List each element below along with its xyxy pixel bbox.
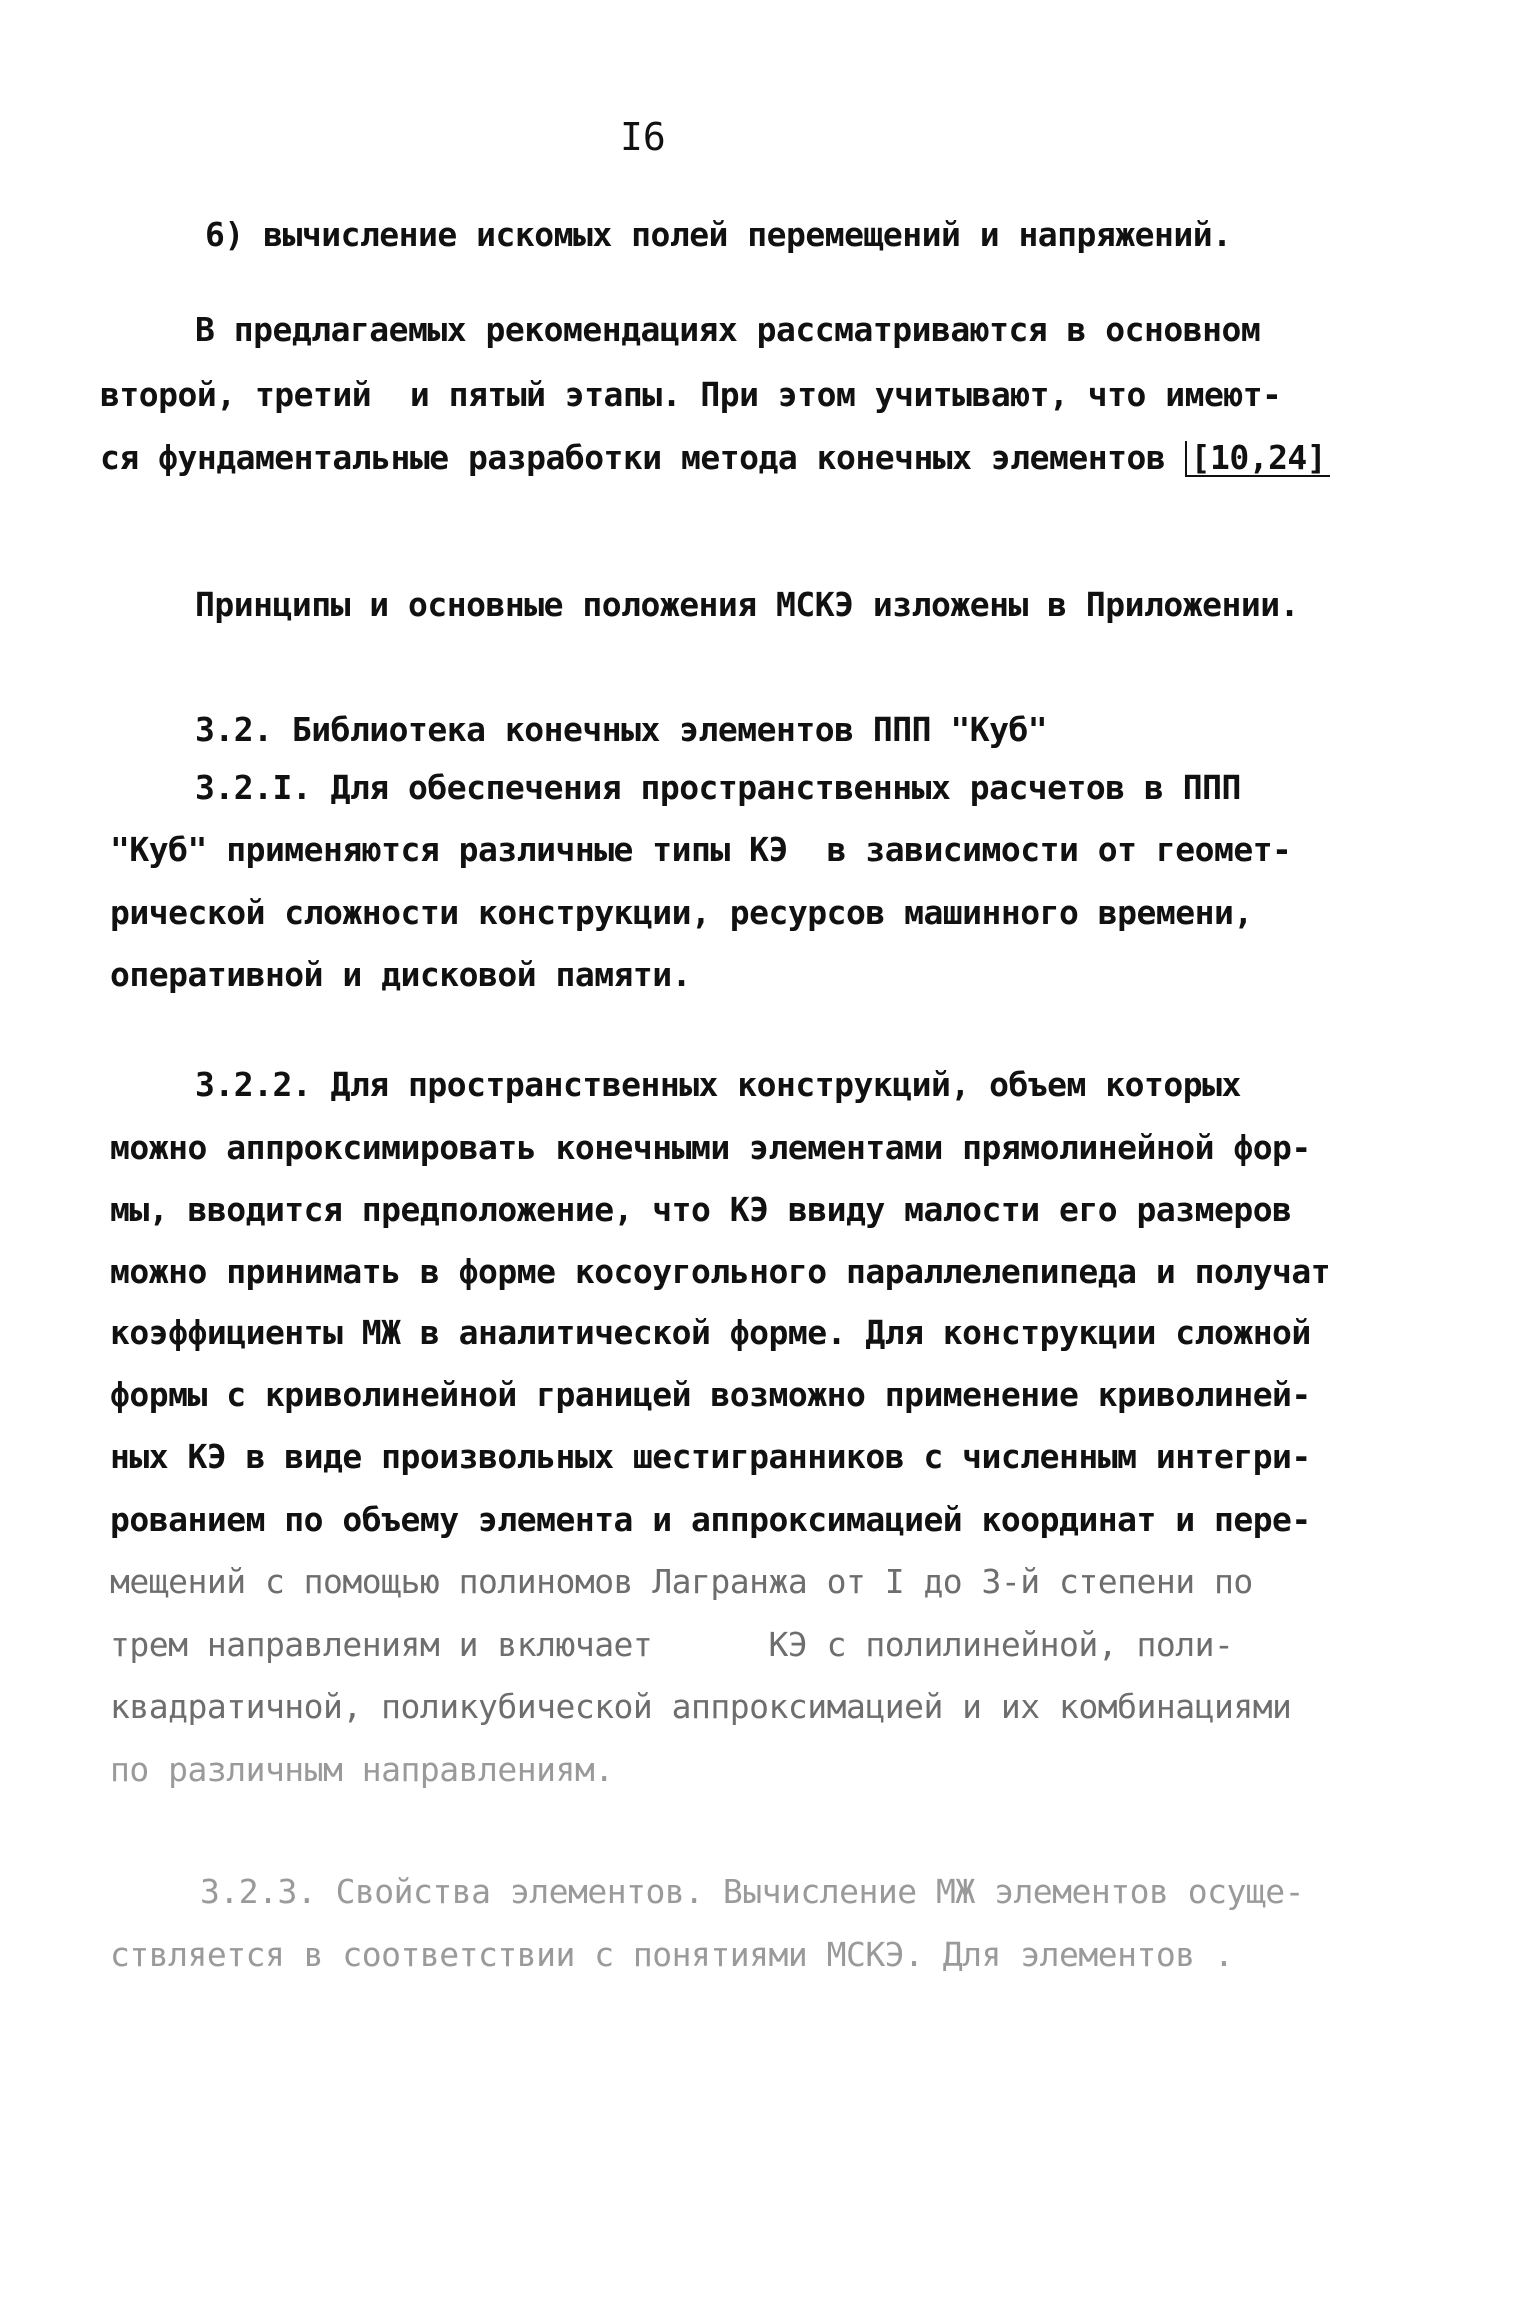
text-line-15: коэффициенты МЖ в аналитической форме. Для конструкции сложной: [110, 1313, 1311, 1352]
text-line-1: 6) вычисление искомых полей перемещений и напряжений.: [205, 215, 1232, 254]
text-line-9: рической сложности конструкции, ресурсов машинного времени,: [110, 893, 1253, 932]
text-line-2: В предлагаемых рекомендациях рассматриваются в основном: [195, 310, 1261, 349]
text-line-10: оперативной и дисковой памяти.: [110, 955, 692, 994]
section-heading-3-2: 3.2. Библиотека конечных элементов ППП "Куб": [195, 710, 1048, 749]
text-line-22: по различным направлениям.: [110, 1750, 614, 1789]
text-line-4: [100, 438, 1330, 478]
text-line-23: 3.2.3. Свойства элементов. Вычисление МЖ элементов осуще-: [200, 1872, 1304, 1911]
citation-bracket: [10,24]: [1185, 441, 1331, 477]
text-line-12: можно аппроксимировать конечными элементами прямолинейной фор-: [110, 1128, 1311, 1167]
text-line-8: "Куб" применяются различные типы КЭ в зависимости от геомет-: [110, 830, 1292, 869]
text-line-5: Принципы и основные положения МСКЭ изложены в Приложении.: [195, 585, 1299, 624]
text-line-4-main: ся фундаментальные разработки метода конечных элементов: [100, 438, 1185, 477]
text-line-18: рованием по объему элемента и аппроксимацией координат и пере-: [110, 1500, 1311, 1539]
text-line-20: трем направлениям и включает КЭ с полилинейной, поли-: [110, 1625, 1234, 1664]
text-line-7: 3.2.I. Для обеспечения пространственных расчетов в ППП: [195, 768, 1241, 807]
text-line-14: можно принимать в форме косоугольного параллелепипеда и получат: [110, 1252, 1331, 1291]
text-line-11: 3.2.2. Для пространственных конструкций, объем которых: [195, 1065, 1241, 1104]
text-line-21: квадратичной, поликубической аппроксимацией и их комбинациями: [110, 1687, 1292, 1726]
text-line-24: ствляется в соответствии с понятиями МСКЭ. Для элементов .: [110, 1935, 1234, 1974]
text-line-13: мы, вводится предположение, что КЭ ввиду малости его размеров: [110, 1190, 1292, 1229]
text-line-16: формы с криволинейной границей возможно применение криволиней-: [110, 1375, 1311, 1414]
page-number: I6: [620, 115, 666, 159]
text-line-19: мещений с помощью полиномов Лагранжа от I до 3-й степени по: [110, 1562, 1253, 1601]
text-line-3: второй, третий и пятый этапы. При этом учитывают, что имеют-: [100, 375, 1282, 414]
text-line-17: ных КЭ в виде произвольных шестигранников с численным интегри-: [110, 1437, 1311, 1476]
